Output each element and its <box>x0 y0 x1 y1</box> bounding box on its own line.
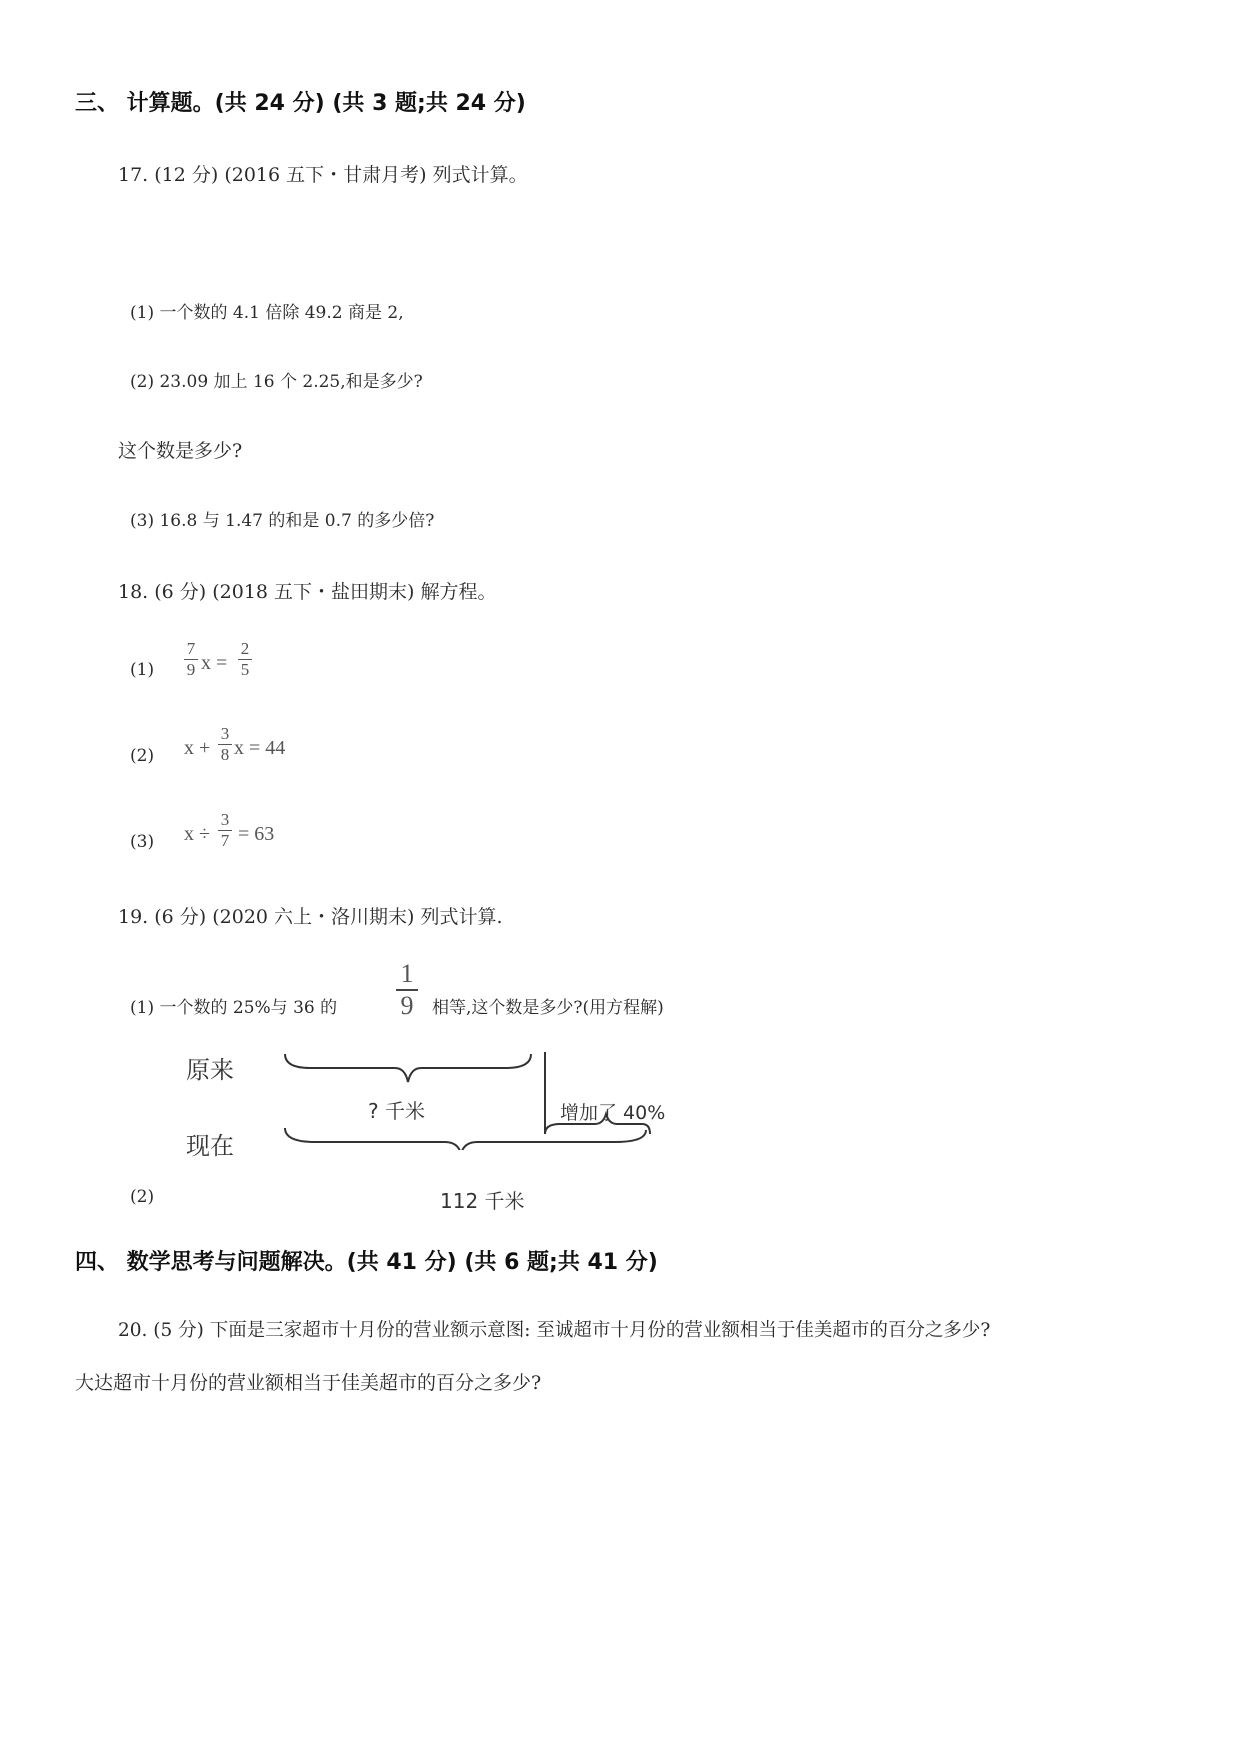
q19-part-1-prefix: (1) 一个数的 25%与 36 的 <box>130 998 338 1018</box>
q20-line-2: 大达超市十月份的营业额相当于佳美超市的百分之多少? <box>75 1372 542 1394</box>
diagram-unknown-label: ? 千米 <box>368 1099 425 1123</box>
section-4-title: 四、 数学思考与问题解决。(共 41 分) (共 6 题;共 41 分) <box>75 1250 658 1275</box>
q17-part-1: (1) 一个数的 4.1 倍除 49.2 商是 2, <box>130 303 404 323</box>
q18-p1-middle: x = <box>201 652 228 674</box>
q20-line-1: 20. (5 分) 下面是三家超市十月份的营业额示意图: 至诚超市十月份的营业额相当于佳美超市的百分之多少? <box>118 1320 991 1341</box>
q18-header: 18. (6 分) (2018 五下・盐田期末) 解方程。 <box>118 581 497 603</box>
q19-p1-fraction: 1 9 <box>396 960 418 1020</box>
q18-p3-fraction: 3 7 <box>218 811 232 850</box>
diagram-total-label: 112 千米 <box>440 1189 525 1213</box>
q18-p3-prefix: x ÷ <box>184 823 210 845</box>
q18-p1-fraction-a: 7 9 <box>184 640 198 679</box>
diagram-now-label: 现在 <box>186 1132 234 1160</box>
q18-p3-suffix: = 63 <box>238 823 275 845</box>
q18-part-1-label: (1) <box>130 660 155 680</box>
q18-p2-fraction: 3 8 <box>218 725 232 764</box>
q19-part-1-suffix: 相等,这个数是多少?(用方程解) <box>432 998 664 1018</box>
q18-part-2-label: (2) <box>130 746 155 766</box>
q19-header: 19. (6 分) (2020 六上・洛川期末) 列式计算. <box>118 906 503 928</box>
q17-part-2: (2) 23.09 加上 16 个 2.25,和是多少? <box>130 372 423 392</box>
segment-diagram <box>270 1040 670 1150</box>
q19-part-2-label: (2) <box>130 1187 155 1207</box>
q18-p2-suffix: x = 44 <box>234 737 286 759</box>
q17-part-2-continuation: 这个数是多少? <box>118 440 243 462</box>
q17-header: 17. (12 分) (2016 五下・甘肃月考) 列式计算。 <box>118 164 528 186</box>
diagram-original-label: 原来 <box>186 1056 234 1084</box>
q17-part-3: (3) 16.8 与 1.47 的和是 0.7 的多少倍? <box>130 511 435 531</box>
diagram-increase-label: 增加了 40% <box>560 1102 666 1124</box>
section-3-title: 三、 计算题。(共 24 分) (共 3 题;共 24 分) <box>75 91 526 116</box>
q18-p1-fraction-b: 2 5 <box>238 640 252 679</box>
q18-part-3-label: (3) <box>130 832 155 852</box>
q18-p2-prefix: x + <box>184 737 211 759</box>
now-brace <box>285 1128 646 1150</box>
original-brace <box>285 1054 531 1082</box>
